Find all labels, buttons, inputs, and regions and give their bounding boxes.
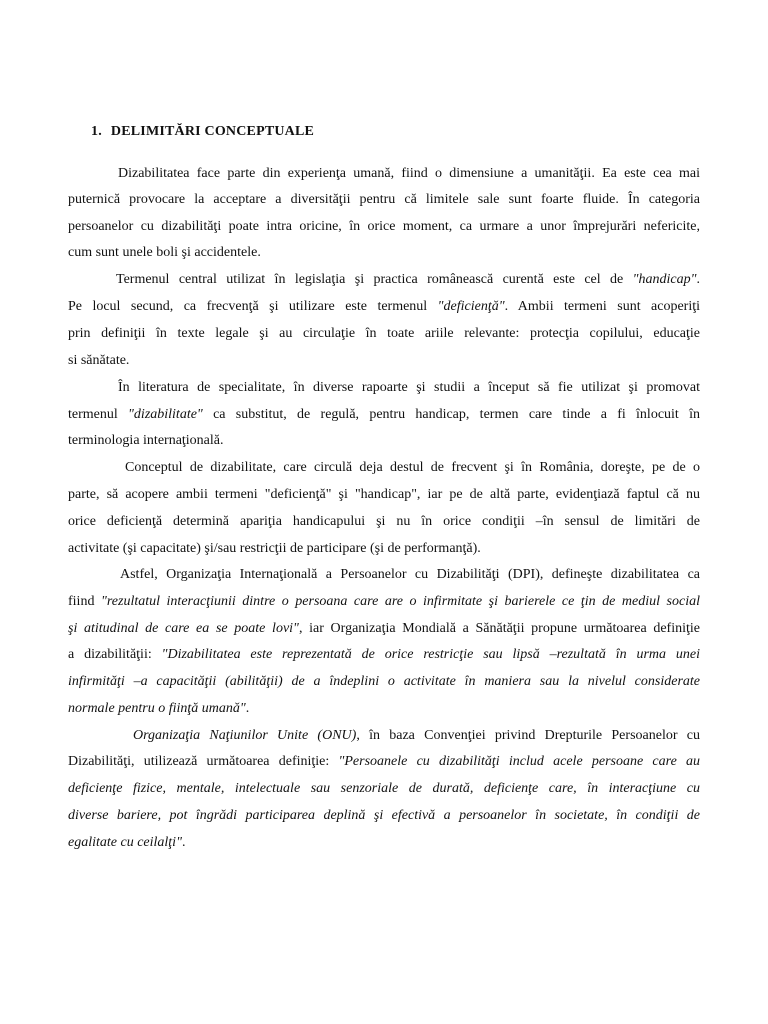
paragraph-6-line-4 <box>68 807 700 825</box>
paragraph-3-line-2 <box>68 406 700 424</box>
paragraph-6-line-2 <box>68 753 700 771</box>
paragraph-1-line-1: Dizabilitatea face parte din experienţa umană, fiind o dimensiune a umanităţii. Ea este cea mai <box>118 166 700 181</box>
paragraph-2-line-2 <box>68 298 700 316</box>
text-run: . <box>181 835 186 850</box>
text-run: Dizabilităţi, utilizează următoarea definiţie: <box>68 754 339 769</box>
section-title: DELIMITĂRI CONCEPTUALE <box>110 124 315 139</box>
section-number: 1. <box>91 124 102 139</box>
text-run: a dizabilităţii: <box>68 647 162 662</box>
paragraph-3-line-1: În literatura de specialitate, în diverse rapoarte şi studii a început să fie utilizat şi promovat <box>118 380 700 395</box>
italic-quote: "Dizabilitatea este reprezentată de orice restricţie sau lipsă –rezultată în urma unei <box>161 647 700 662</box>
italic-quote: şi atitudinal de care ea se poate lovi" <box>68 621 299 636</box>
italic-quote: infirmităţi –a capacităţii (abilităţii) de a îndeplini o activitate în maniera sau la nivelul considerate <box>68 674 700 689</box>
paragraph-6-line-1 <box>133 727 700 745</box>
text-run: . <box>696 272 700 287</box>
text-run: termenul <box>68 407 129 422</box>
paragraph-2-line-4: si sănătate. <box>68 353 130 368</box>
paragraph-5-line-6 <box>68 700 700 718</box>
paragraph-4-line-3: orice deficienţă determină apariţia handicapului şi nu în orice condiţii –în sensul de limitări de <box>68 514 700 529</box>
paragraph-5-line-4 <box>68 646 700 664</box>
paragraph-5-line-5 <box>68 673 700 691</box>
italic-quote: diverse bariere, pot îngrădi participarea deplină şi efectivă a persoanelor în societate, în condiţii de <box>68 808 700 823</box>
paragraph-6-line-5 <box>68 834 700 852</box>
text-run: , iar Organizaţia Mondială a Sănătăţii propune următoarea definiţie <box>298 621 700 636</box>
text-run: fiind <box>68 594 101 609</box>
italic-term: "dizabilitate" <box>128 407 203 422</box>
paragraph-1-line-4: cum sunt unele boli şi accidentele. <box>68 245 261 260</box>
italic-term: Organizaţia Naţiunilor Unite (ONU) <box>133 728 357 743</box>
paragraph-2-line-3: prin definiţii în texte legale şi au circulaţie în toate ariile relevante: protecţia copilului, educaţie <box>68 326 700 341</box>
italic-quote: deficienţe fizice, mentale, intelectuale sau senzoriale de durată, deficienţe care, în interacţiune cu <box>68 781 700 796</box>
italic-quote: "Persoanele cu dizabilităţi includ acele persoane care au <box>338 754 701 769</box>
paragraph-4-line-4: activitate (şi capacitate) şi/sau restricţii de participare (şi de performanţă). <box>68 541 481 556</box>
text-run: . <box>245 701 250 716</box>
paragraph-1-line-3: persoanelor cu dizabilităţi poate intra oricine, în orice moment, ca urmare a unor împrejurări nefericite, <box>68 219 700 234</box>
paragraph-2-line-1 <box>116 271 700 289</box>
paragraph-5-line-2 <box>68 593 700 611</box>
paragraph-1-line-2: puternică provocare la acceptare a diversităţii pentru că limitele sale sunt foarte fluide. În categoria <box>68 192 700 207</box>
paragraph-4-line-1: Conceptul de dizabilitate, care circulă deja destul de frecvent şi în România, doreşte, pe de o <box>125 460 700 475</box>
text-run: , în baza Convenţiei privind Drepturile Persoanelor cu <box>356 728 700 743</box>
paragraph-4-line-2: parte, să acopere ambii termeni "deficienţă" şi "handicap", iar pe de altă parte, evidenţiază faptul că nu <box>68 487 700 502</box>
paragraph-3-line-3: terminologia internaţională. <box>68 433 224 448</box>
section-heading <box>91 124 314 140</box>
text-run: . Ambii termeni sunt acoperiţi <box>504 299 701 314</box>
italic-term: "deficienţă" <box>437 299 505 314</box>
paragraph-5-line-1: Astfel, Organizaţia Internaţională a Persoanelor cu Dizabilităţi (DPI), defineşte dizabilitatea ca <box>120 567 700 582</box>
text-run: Pe locul secund, ca frecvenţă şi utilizare este termenul <box>68 299 438 314</box>
italic-term: "handicap" <box>632 272 697 287</box>
italic-quote: "rezultatul interacţiunii dintre o persoana care are o infirmitate şi barierele ce ţin de mediul social <box>100 594 700 609</box>
italic-quote: normale pentru o fiinţă umană" <box>68 701 246 716</box>
paragraph-5-line-3 <box>68 620 700 638</box>
italic-quote: egalitate cu ceilalţi" <box>68 835 182 850</box>
text-run: ca substitut, de regulă, pentru handicap, termen care tinde a fi înlocuit în <box>202 407 700 422</box>
text-run: Termenul central utilizat în legislaţia şi practica românească curentă este cel de <box>116 272 633 287</box>
paragraph-6-line-3 <box>68 780 700 798</box>
